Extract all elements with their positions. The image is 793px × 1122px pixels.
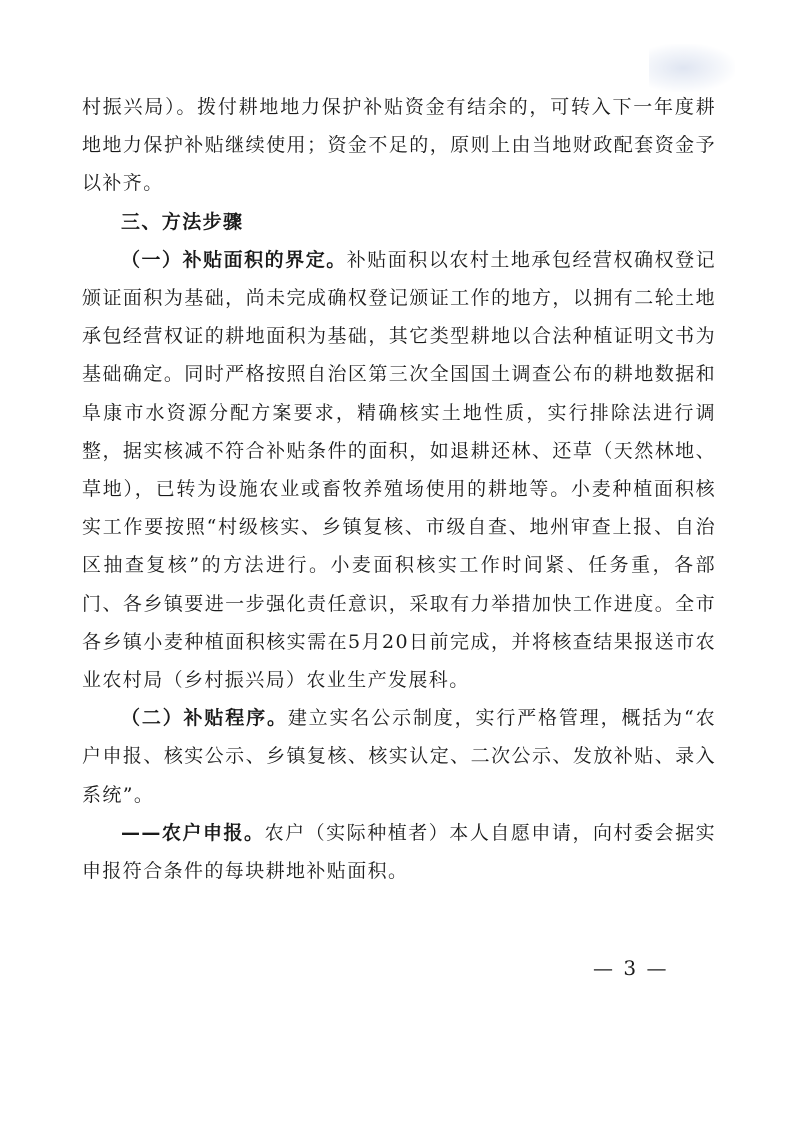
subsection-title-procedure: （二）补贴程序。 [121, 707, 288, 730]
section-heading: 三、方法步骤 [121, 210, 244, 233]
subsection-body-area: 补贴面积以农村土地承包经营权确权登记颁证面积为基础，尚未完成确权登记颁证工作的地方，以拥有二轮土地承包经营权证的耕地面积为基础，其它类型耕地以合法种植证明文书为基础确定。同时严格按照自治区第三次全国国土调查公布的耕地数据和阜康市水资源分配方案要求，精确核实土地性质，实行排除法进行调整，据实核减不符合补贴条件的面积，如退耕还林、还草（天然林地、草地），已转为设施农业或畜牧养殖场使用的耕地等。小麦种植面积核实工作要按照“村级核实、乡镇复核、市级自查、地州审查上报、自治区抽查复核”的方法进行。小麦面积核实工作时间紧、任务重，各部门、各乡镇要进一步强化责任意识，采取有力举措加快工作进度。全市各乡镇小麦种植面积核实需在5月20日前完成，并将核查结果报送市农业农村局（乡村振兴局）农业生产发展科。 [82, 248, 716, 692]
subsection-title-area: （一）补贴面积的界定。 [121, 248, 347, 271]
paragraph-continuation: 村振兴局）。拨付耕地地力保护补贴资金有结余的，可转入下一年度耕地地力保护补贴继续使用；资金不足的，原则上由当地财政配套资金予以补齐。 [82, 96, 716, 195]
body-text [82, 88, 716, 890]
paragraph-subsidy-procedure [82, 699, 716, 814]
faint-stamp-mark [649, 44, 735, 92]
item-title-farmer-application: ——农户申报。 [121, 821, 265, 844]
item-body-farmer-application: 农户（实际种植者）本人自愿申请，向村委会据实申报符合条件的每块耕地补贴面积。 [82, 821, 716, 883]
page-number: — 3 — [593, 956, 669, 980]
subsection-body-procedure: 建立实名公示制度，实行严格管理，概括为“农户申报、核实公示、乡镇复核、核实认定、二次公示、发放补贴、录入系统”。 [82, 707, 716, 806]
paragraph-farmer-application [82, 814, 716, 890]
paragraph-subsidy-area [82, 241, 716, 699]
